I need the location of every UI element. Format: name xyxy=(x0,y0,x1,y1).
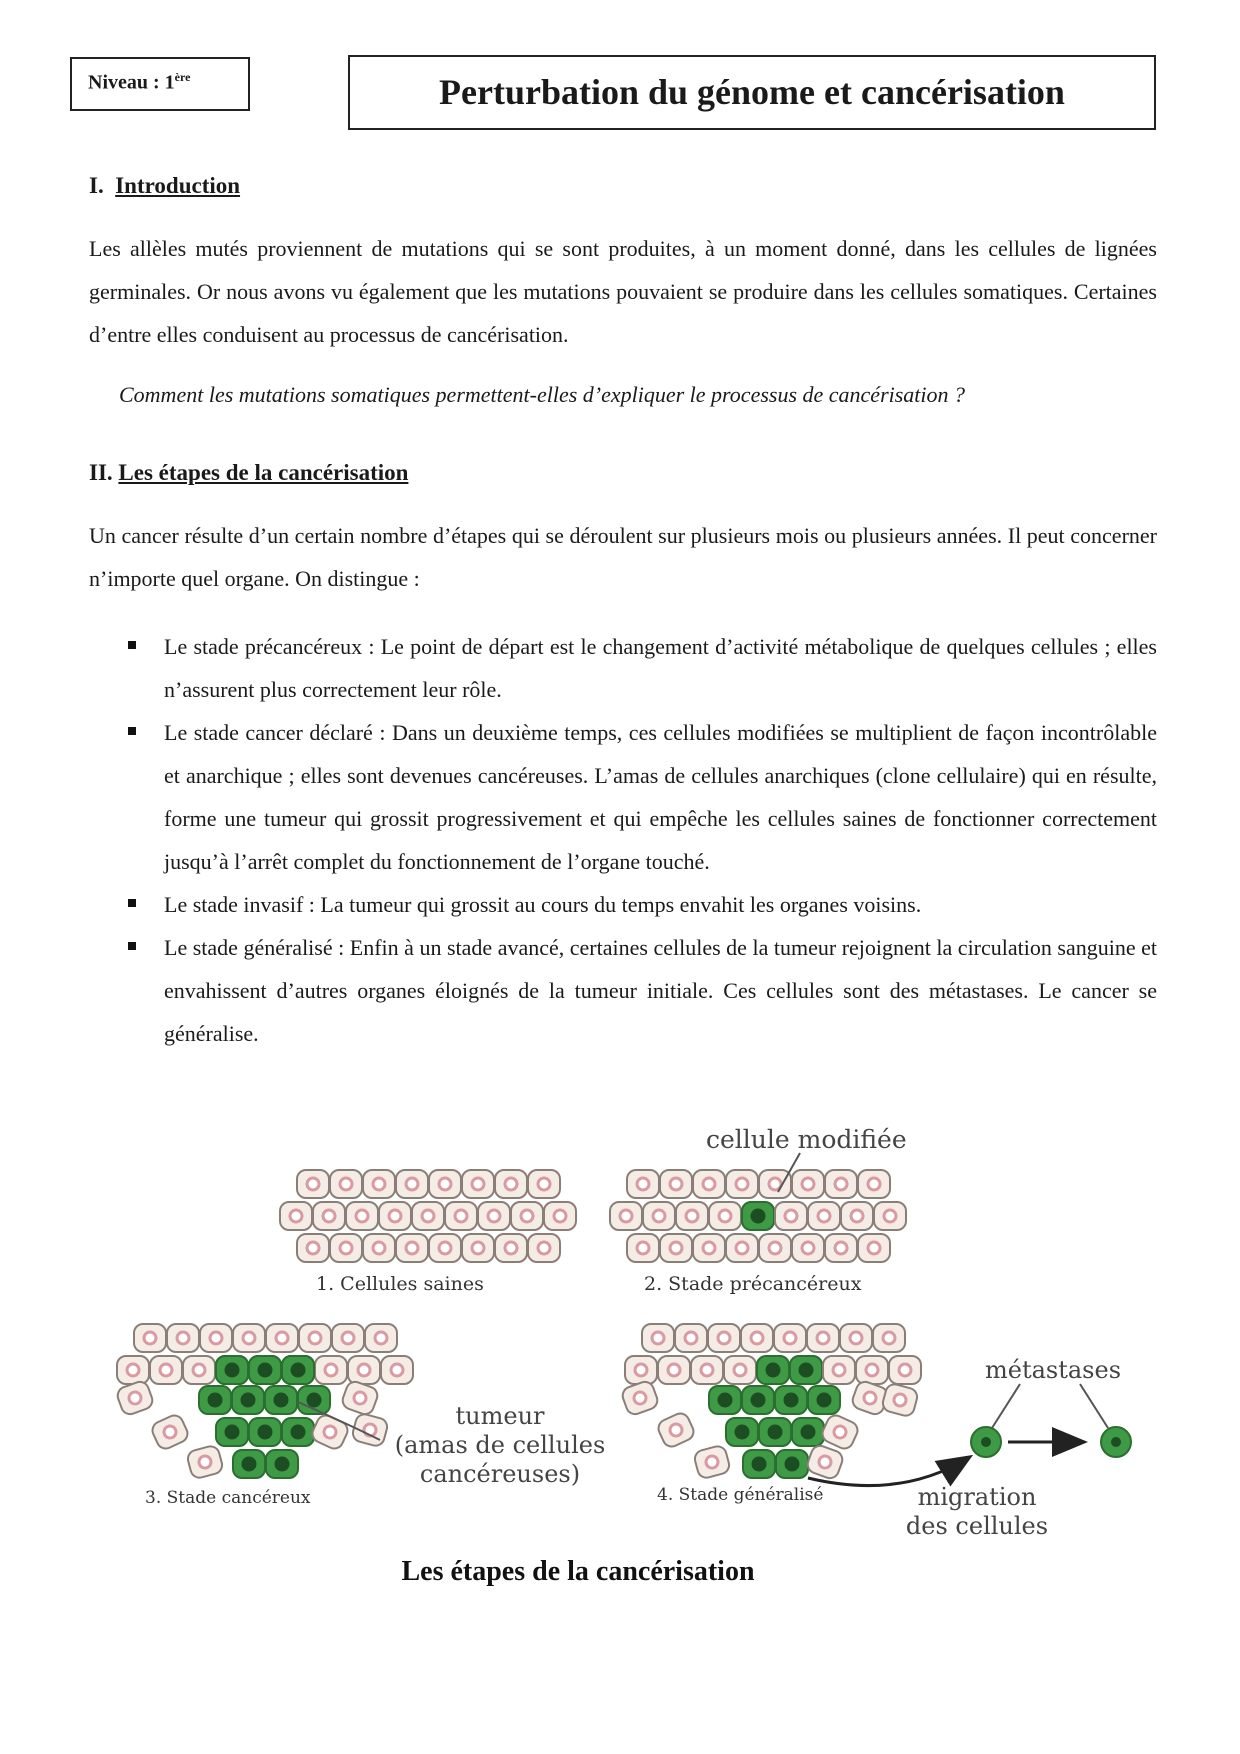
healthy-cell xyxy=(445,1202,477,1230)
section1-number: I. xyxy=(89,173,104,198)
migration-label-line1: migration xyxy=(917,1483,1037,1511)
cancer-cell xyxy=(249,1356,281,1384)
healthy-cell xyxy=(823,1356,855,1384)
healthy-cell xyxy=(381,1356,413,1384)
level-superscript: ère xyxy=(174,70,191,84)
healthy-cell xyxy=(315,1356,347,1384)
healthy-cell xyxy=(792,1170,824,1198)
healthy-cell xyxy=(379,1202,411,1230)
healthy-cell xyxy=(478,1202,510,1230)
healthy-cell xyxy=(840,1324,872,1352)
cancer-cell xyxy=(709,1386,741,1414)
healthy-cell xyxy=(881,1382,919,1417)
healthy-cell xyxy=(759,1234,791,1262)
level-label: Niveau : 1 xyxy=(88,71,175,94)
healthy-cell xyxy=(825,1170,857,1198)
healthy-cell xyxy=(873,1324,905,1352)
healthy-cell xyxy=(528,1234,560,1262)
cancer-cell xyxy=(233,1450,265,1478)
healthy-cell xyxy=(313,1202,345,1230)
metastasis-nucleus xyxy=(981,1437,991,1447)
tumor-label-line1: tumeur xyxy=(455,1402,545,1430)
healthy-cell xyxy=(495,1234,527,1262)
healthy-cell xyxy=(462,1234,494,1262)
healthy-cell xyxy=(346,1202,378,1230)
section1-title: Introduction xyxy=(115,173,241,198)
healthy-cell xyxy=(808,1202,840,1230)
healthy-cell xyxy=(792,1234,824,1262)
section2-number: II. xyxy=(89,460,113,485)
caption-cancerous: 3. Stade cancéreux xyxy=(145,1488,311,1508)
healthy-cell xyxy=(610,1202,642,1230)
figure-title: Les étapes de la cancérisation xyxy=(401,1556,755,1587)
healthy-cell xyxy=(726,1170,758,1198)
healthy-cell xyxy=(658,1356,690,1384)
caption-precancerous: 2. Stade précancéreux xyxy=(644,1273,862,1295)
healthy-cell xyxy=(365,1324,397,1352)
cancer-cell xyxy=(282,1356,314,1384)
section2-title: Les étapes de la cancérisation xyxy=(118,460,409,485)
healthy-cell xyxy=(429,1170,461,1198)
healthy-cell xyxy=(676,1202,708,1230)
cancer-cell xyxy=(742,1386,774,1414)
healthy-cell xyxy=(841,1202,873,1230)
healthy-cell xyxy=(759,1170,791,1198)
caption-healthy: 1. Cellules saines xyxy=(316,1273,484,1295)
cancer-cell xyxy=(265,1386,297,1414)
healthy-cell xyxy=(528,1170,560,1198)
healthy-cell xyxy=(396,1170,428,1198)
list-item-text: Le stade précancéreux : Le point de départ est le changement d’activité métabolique de quelques cellules ; elles n’assurent plus correctement leur rôle. xyxy=(164,634,1157,702)
healthy-cell xyxy=(807,1324,839,1352)
healthy-cell xyxy=(643,1202,675,1230)
healthy-cell xyxy=(889,1356,921,1384)
healthy-cell xyxy=(183,1356,215,1384)
healthy-cell xyxy=(693,1234,725,1262)
cancer-cell xyxy=(726,1418,758,1446)
cancer-cell xyxy=(792,1418,824,1446)
healthy-cell xyxy=(266,1324,298,1352)
modified-cell-label: cellule modifiée xyxy=(706,1125,907,1154)
healthy-cell xyxy=(310,1413,351,1452)
healthy-cell xyxy=(363,1234,395,1262)
tumor-label-line2: (amas de cellules xyxy=(394,1431,606,1459)
healthy-cell xyxy=(620,1379,660,1416)
healthy-cell xyxy=(741,1324,773,1352)
healthy-cell xyxy=(627,1234,659,1262)
healthy-cell xyxy=(625,1356,657,1384)
healthy-cell xyxy=(693,1170,725,1198)
healthy-cell xyxy=(150,1356,182,1384)
healthy-cell xyxy=(233,1324,265,1352)
cancer-cell xyxy=(776,1450,808,1478)
intro-paragraph: Les allèles mutés proviennent de mutations qui se sont produites, à un moment donné, dans les cellules de lignées germinales. Or nous avons vu également que les mutations pouvaient se produire dans les cellules somatiques. Certaines d’entre elles conduisent au processus de cancérisation. xyxy=(89,236,1157,347)
healthy-cell xyxy=(348,1356,380,1384)
healthy-cell xyxy=(511,1202,543,1230)
cancer-cell xyxy=(216,1356,248,1384)
healthy-cell xyxy=(775,1202,807,1230)
healthy-cell xyxy=(675,1324,707,1352)
cancer-cell xyxy=(808,1386,840,1414)
healthy-cell xyxy=(856,1356,888,1384)
healthy-cell xyxy=(134,1324,166,1352)
cancer-cell xyxy=(742,1202,774,1230)
list-item-text: Le stade cancer déclaré : Dans un deuxième temps, ces cellules modifiées se multiplient de façon incontrôlable et anarchique ; elles sont devenues cancéreuses. L’amas de cellules anarchiques (clone cellulaire) qui en résulte, forme une tumeur qui grossit progressivement et qui empêche les cellules saines de fonctionner correctement jusqu’à l’arrêt complet du fonctionnement de l’organe touché. xyxy=(164,720,1157,874)
healthy-cell xyxy=(462,1170,494,1198)
healthy-cell xyxy=(429,1234,461,1262)
healthy-cell xyxy=(330,1170,362,1198)
healthy-cell xyxy=(332,1324,364,1352)
healthy-cell xyxy=(709,1202,741,1230)
metastasis-nucleus xyxy=(1111,1437,1121,1447)
healthy-cell xyxy=(774,1324,806,1352)
cancer-cell xyxy=(743,1450,775,1478)
healthy-cell xyxy=(858,1170,890,1198)
cancer-cell xyxy=(757,1356,789,1384)
healthy-cell xyxy=(115,1379,155,1416)
healthy-cell xyxy=(280,1202,312,1230)
healthy-cell xyxy=(297,1234,329,1262)
healthy-cell xyxy=(691,1356,723,1384)
metastases-pointer-right xyxy=(1080,1384,1108,1428)
list-item-text: Le stade généralisé : Enfin à un stade avancé, certaines cellules de la tumeur rejoignent la circulation sanguine et envahissent d’autres organes éloignés de la tumeur initiale. Ces cellules sont des métastases. Le cancer se généralise. xyxy=(164,935,1157,1046)
tumor-label-line3: cancéreuses) xyxy=(419,1460,581,1488)
healthy-cell xyxy=(660,1234,692,1262)
healthy-cell xyxy=(825,1234,857,1262)
healthy-cell xyxy=(297,1170,329,1198)
stages-paragraph: Un cancer résulte d’un certain nombre d’étapes qui se déroulent sur plusieurs mois ou plusieurs années. Il peut concerner n’importe quel organe. On distingue : xyxy=(89,523,1157,591)
cancer-cell xyxy=(216,1418,248,1446)
list-item-text: Le stade invasif : La tumeur qui grossit au cours du temps envahit les organes voisins. xyxy=(164,892,922,917)
healthy-cell xyxy=(660,1170,692,1198)
healthy-cell xyxy=(724,1356,756,1384)
healthy-cell xyxy=(351,1412,389,1447)
cancer-cell xyxy=(775,1386,807,1414)
cancer-cell xyxy=(790,1356,822,1384)
metastases-pointer-left xyxy=(992,1384,1020,1428)
healthy-cell xyxy=(340,1379,380,1416)
healthy-cell xyxy=(858,1234,890,1262)
healthy-cell xyxy=(117,1356,149,1384)
migration-label-line2: des cellules xyxy=(905,1512,1049,1540)
healthy-cell xyxy=(412,1202,444,1230)
cancer-cell xyxy=(759,1418,791,1446)
healthy-cell xyxy=(167,1324,199,1352)
healthy-cell xyxy=(495,1170,527,1198)
cancer-cell xyxy=(199,1386,231,1414)
healthy-cell xyxy=(200,1324,232,1352)
healthy-cell xyxy=(186,1444,224,1479)
healthy-cell xyxy=(805,1443,845,1480)
healthy-cell xyxy=(642,1324,674,1352)
healthy-cell xyxy=(708,1324,740,1352)
intro-question: Comment les mutations somatiques permettent-elles d’expliquer le processus de cancérisation ? xyxy=(119,382,966,407)
cancer-cell xyxy=(266,1450,298,1478)
healthy-cell xyxy=(363,1170,395,1198)
healthy-cell xyxy=(150,1413,191,1452)
healthy-cell xyxy=(544,1202,576,1230)
healthy-cell xyxy=(656,1411,697,1450)
healthy-cell xyxy=(299,1324,331,1352)
healthy-cell xyxy=(330,1234,362,1262)
cancer-cell xyxy=(282,1418,314,1446)
healthy-cell xyxy=(627,1170,659,1198)
cancer-cell xyxy=(232,1386,264,1414)
metastases-label: métastases xyxy=(984,1356,1122,1384)
healthy-cell xyxy=(396,1234,428,1262)
cancer-cell xyxy=(249,1418,281,1446)
healthy-cell xyxy=(874,1202,906,1230)
healthy-cell xyxy=(820,1413,861,1452)
healthy-cell xyxy=(726,1234,758,1262)
page-title: Perturbation du génome et cancérisation xyxy=(348,55,1156,130)
caption-generalized: 4. Stade généralisé xyxy=(657,1485,824,1505)
healthy-cell xyxy=(693,1444,731,1479)
